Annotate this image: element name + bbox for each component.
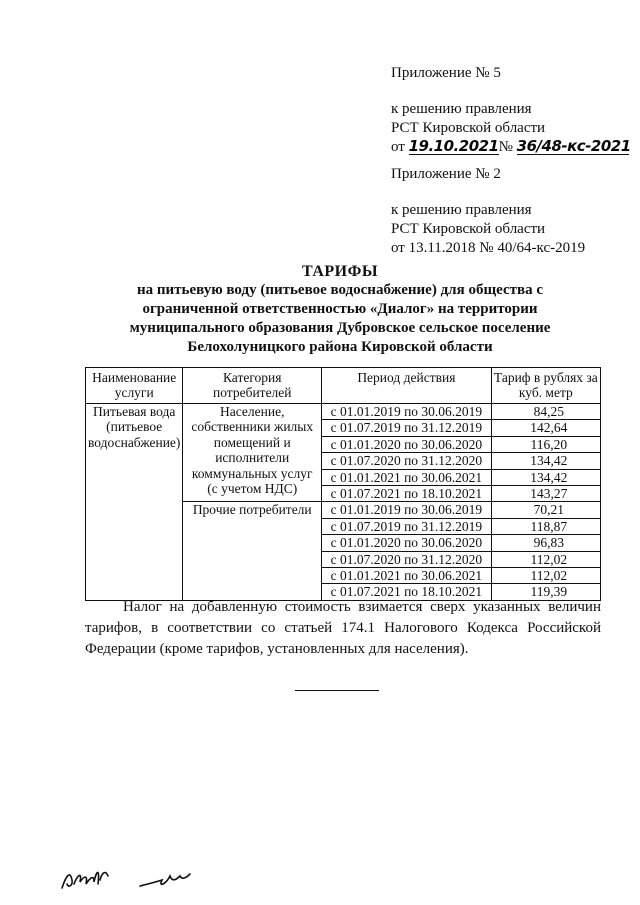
cell-period: с 01.07.2020 по 31.12.2020 (322, 551, 492, 567)
heading-line4: Белохолуницкого района Кировской области (187, 339, 493, 355)
header-service: Наименование услуги (86, 368, 183, 404)
cell-period: с 01.07.2020 по 31.12.2020 (322, 453, 492, 469)
cell-period: с 01.07.2019 по 31.12.2019 (322, 518, 492, 534)
handwritten-signature (58, 862, 198, 892)
cell-category-population: Население, собственники жилых помещений и исполнители коммунальных услуг (с учетом НДС) (183, 404, 322, 502)
cell-period: с 01.01.2020 по 30.06.2020 (322, 436, 492, 452)
cell-tariff: 134,42 (491, 453, 600, 469)
cell-tariff: 142,64 (491, 420, 600, 436)
heading-line2: ограниченной ответственностью «Диалог» на территории (142, 301, 538, 317)
cell-period: с 01.07.2021 по 18.10.2021 (322, 584, 492, 600)
table-header-row (86, 368, 601, 404)
heading-line1: на питьевую воду (питьевое водоснабжение) для общества с (137, 282, 543, 298)
appendix-2-line2: РСТ Кировской области (391, 221, 546, 237)
separator-line (295, 690, 379, 691)
appendix-5-title: Приложение № 5 (391, 65, 501, 81)
handwritten-date: 19.10.2021 (408, 137, 499, 155)
appendix-2-title: Приложение № 2 (391, 166, 501, 182)
tariff-table (85, 367, 601, 601)
appendix-2-block (391, 165, 585, 258)
appendix-5-line1: к решению правления (391, 101, 532, 117)
cell-category-other: Прочие потребители (183, 502, 322, 600)
vat-note: Налог на добавленную стоимость взимается сверх указанных величин тарифов, в соответствии со статьей 174.1 Налогового Кодекса Российской Федерации (кроме тарифов, установленных для населения). (85, 599, 601, 657)
cell-tariff: 143,27 (491, 486, 600, 502)
handwritten-number: 36/48-кс-2021 (516, 137, 631, 155)
header-category: Категория потребителей (183, 368, 322, 404)
cell-tariff: 134,42 (491, 469, 600, 485)
cell-period: с 01.01.2021 по 30.06.2021 (322, 469, 492, 485)
cell-tariff: 118,87 (491, 518, 600, 534)
header-tariff: Тариф в рублях за куб. метр (491, 368, 600, 404)
appendix-5-block (391, 64, 629, 157)
cell-tariff: 70,21 (491, 502, 600, 518)
appendix-5-decision-line (391, 138, 629, 157)
cell-period: с 01.07.2019 по 31.12.2019 (322, 420, 492, 436)
appendix-2-line1: к решению правления (391, 202, 532, 218)
cell-tariff: 112,02 (491, 551, 600, 567)
from-label: от (391, 139, 405, 155)
signature-marks (58, 862, 198, 892)
cell-period: с 01.01.2019 по 30.06.2019 (322, 404, 492, 420)
cell-period: с 01.01.2019 по 30.06.2019 (322, 502, 492, 518)
cell-service: Питьевая вода (питьевое водоснабжение) (86, 404, 183, 601)
cell-tariff: 116,20 (491, 436, 600, 452)
number-sign: № (498, 139, 513, 155)
heading-line3: муниципального образования Дубровское сельское поселение (129, 320, 551, 336)
document-heading (60, 262, 620, 357)
cell-tariff: 112,02 (491, 568, 600, 584)
cell-tariff: 84,25 (491, 404, 600, 420)
appendix-2-line3: от 13.11.2018 № 40/64-кс-2019 (391, 240, 586, 256)
cell-period: с 01.01.2020 по 30.06.2020 (322, 535, 492, 551)
cell-tariff: 96,83 (491, 535, 600, 551)
cell-tariff: 119,39 (491, 584, 600, 600)
heading-title: ТАРИФЫ (301, 263, 379, 280)
cell-period: с 01.07.2021 по 18.10.2021 (322, 486, 492, 502)
appendix-5-line2: РСТ Кировской области (391, 120, 546, 136)
table-row (86, 404, 601, 420)
cell-period: с 01.01.2021 по 30.06.2021 (322, 568, 492, 584)
header-period: Период действия (322, 368, 492, 404)
